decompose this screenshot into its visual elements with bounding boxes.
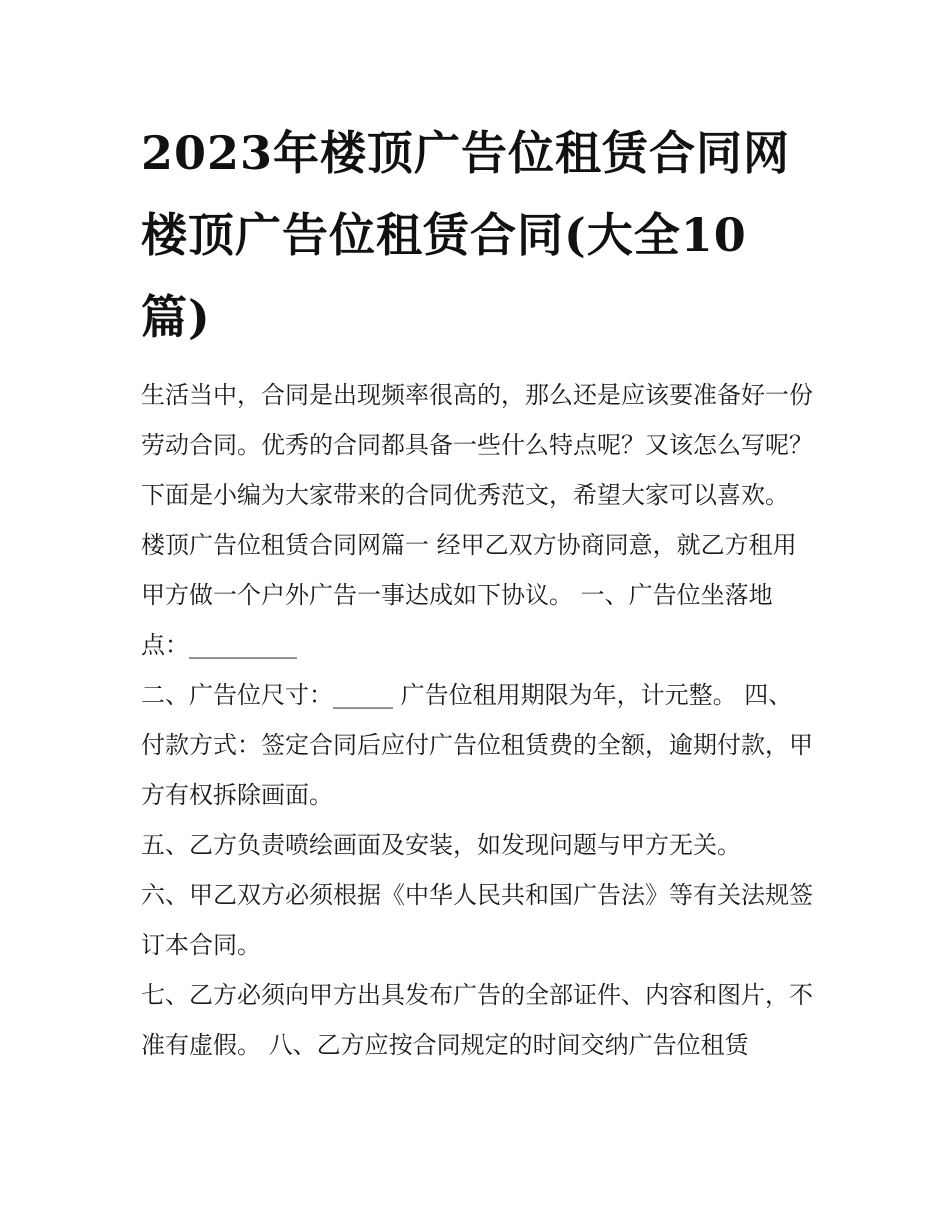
intro-paragraph: 生活当中，合同是出现频率很高的，那么还是应该要准备好一份劳动合同。优秀的合同都具备一些什么特点呢？又该怎么写呢？下面是小编为大家带来的合同优秀范文，希望大家可以喜欢。 bbox=[141, 381, 813, 509]
contract-paragraph-6: 六、甲乙双方必须根据《中华人民共和国广告法》等有关法规签订本合同。 bbox=[141, 881, 813, 959]
document-title: 2023年楼顶广告位租赁合同网楼顶广告位租赁合同(大全10篇) bbox=[141, 126, 791, 344]
document-page bbox=[141, 112, 813, 1070]
contract-paragraph-5: 五、乙方负责喷绘画面及安装，如发现问题与甲方无关。 bbox=[141, 831, 741, 859]
contract-paragraph-7: 七、乙方必须向甲方出具发布广告的全部证件、内容和图片，不准有虚假。 八、乙方应按合同规定的时间交纳广告位租赁 bbox=[141, 981, 813, 1059]
contract-paragraph-2: 二、广告位尺寸：_____ 广告位租用期限为年，计元整。 四、付款方式：签定合同后应付广告位租赁费的全额，逾期付款，甲方有权拆除画面。 bbox=[141, 681, 813, 809]
contract-paragraph-1: 楼顶广告位租赁合同网篇一 经甲乙双方协商同意，就乙方租用甲方做一个户外广告一事达成如下协议。 一、广告位坐落地点：_________ bbox=[141, 531, 797, 659]
